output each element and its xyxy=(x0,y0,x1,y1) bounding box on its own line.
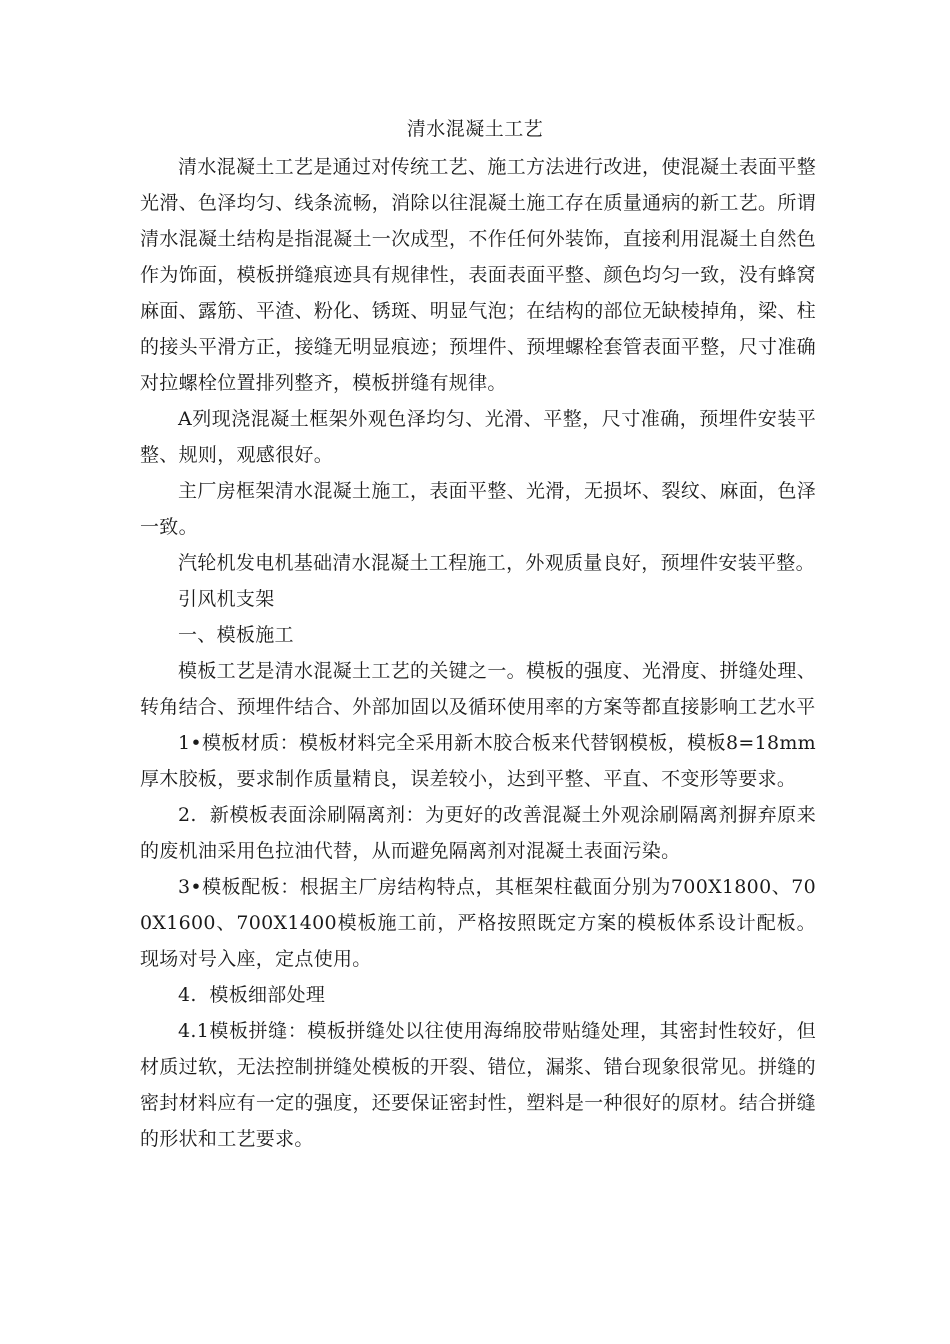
document-body xyxy=(140,149,816,1157)
paragraph-main-building: 主厂房框架清水混凝土施工，表面平整、光滑，无损坏、裂纹、麻面，色泽一致。 xyxy=(140,480,816,538)
paragraph-formwork-material: 1•模板材质：模板材料完全采用新木胶合板来代替钢模板，模板8=18mm厚木胶板，要求制作质量精良，误差较小，达到平整、平直、不变形等要求。 xyxy=(140,732,816,790)
paragraph-formwork-process: 模板工艺是清水混凝土工艺的关键之一。模板的强度、光滑度、拼缝处理、转角结合、预埋件结合、外部加固以及循环使用率的方案等都直接影响工艺水平 xyxy=(140,660,816,718)
paragraph-detail-heading: 4. 模板细部处理 xyxy=(178,984,326,1006)
section-heading-formwork: 一、模板施工 xyxy=(178,624,294,646)
paragraph-intro: 清水混凝土工艺是通过对传统工艺、施工方法进行改进，使混凝土表面平整光滑、色泽均匀、线条流畅，消除以往混凝土施工存在质量通病的新工艺。所谓清水混凝土结构是指混凝土一次成型，不作任何外装饰，直接利用混凝土自然色作为饰面，模板拼缝痕迹具有规律性，表面表面平整、颜色均匀一致，没有蜂窝麻面、露筋、平渣、粉化、锈斑、明显气泡；在结构的部位无缺棱掉角，梁、柱的接头平滑方正，接缝无明显痕迹；预埋件、预埋螺栓套管表面平整，尺寸准确对拉螺栓位置排列整齐，模板拼缝有规律。 xyxy=(140,156,816,394)
paragraph-fan-support: 引风机支架 xyxy=(178,588,275,610)
document-title: 清水混凝土工艺 xyxy=(406,118,544,140)
paragraph-release-agent: 2. 新模板表面涂刷隔离剂：为更好的改善混凝土外观涂刷隔离剂摒弃原来的废机油采用色拉油代替，从而避免隔离剂对混凝土表面污染。 xyxy=(140,804,816,862)
paragraph-turbine-foundation: 汽轮机发电机基础清水混凝土工程施工，外观质量良好，预埋件安装平整。 xyxy=(178,552,815,574)
paragraph-joint-sealing: 4.1模板拼缝：模板拼缝处以往使用海绵胶带贴缝处理，其密封性较好，但材质过软，无法控制拼缝处模板的开裂、错位，漏浆、错台现象很常见。拼缝的密封材料应有一定的强度，还要保证密封性，塑料是一种很好的原材。结合拼缝的形状和工艺要求。 xyxy=(140,1020,816,1150)
paragraph-formwork-layout: 3•模板配板：根据主厂房结构特点，其框架柱截面分别为700X1800、700X1600、700X1400模板施工前，严格按照既定方案的模板体系设计配板。现场对号入座，定点使用。 xyxy=(140,876,816,970)
paragraph-a-frame: A列现浇混凝土框架外观色泽均匀、光滑、平整，尺寸准确，预埋件安装平整、规则，观感很好。 xyxy=(140,408,816,466)
